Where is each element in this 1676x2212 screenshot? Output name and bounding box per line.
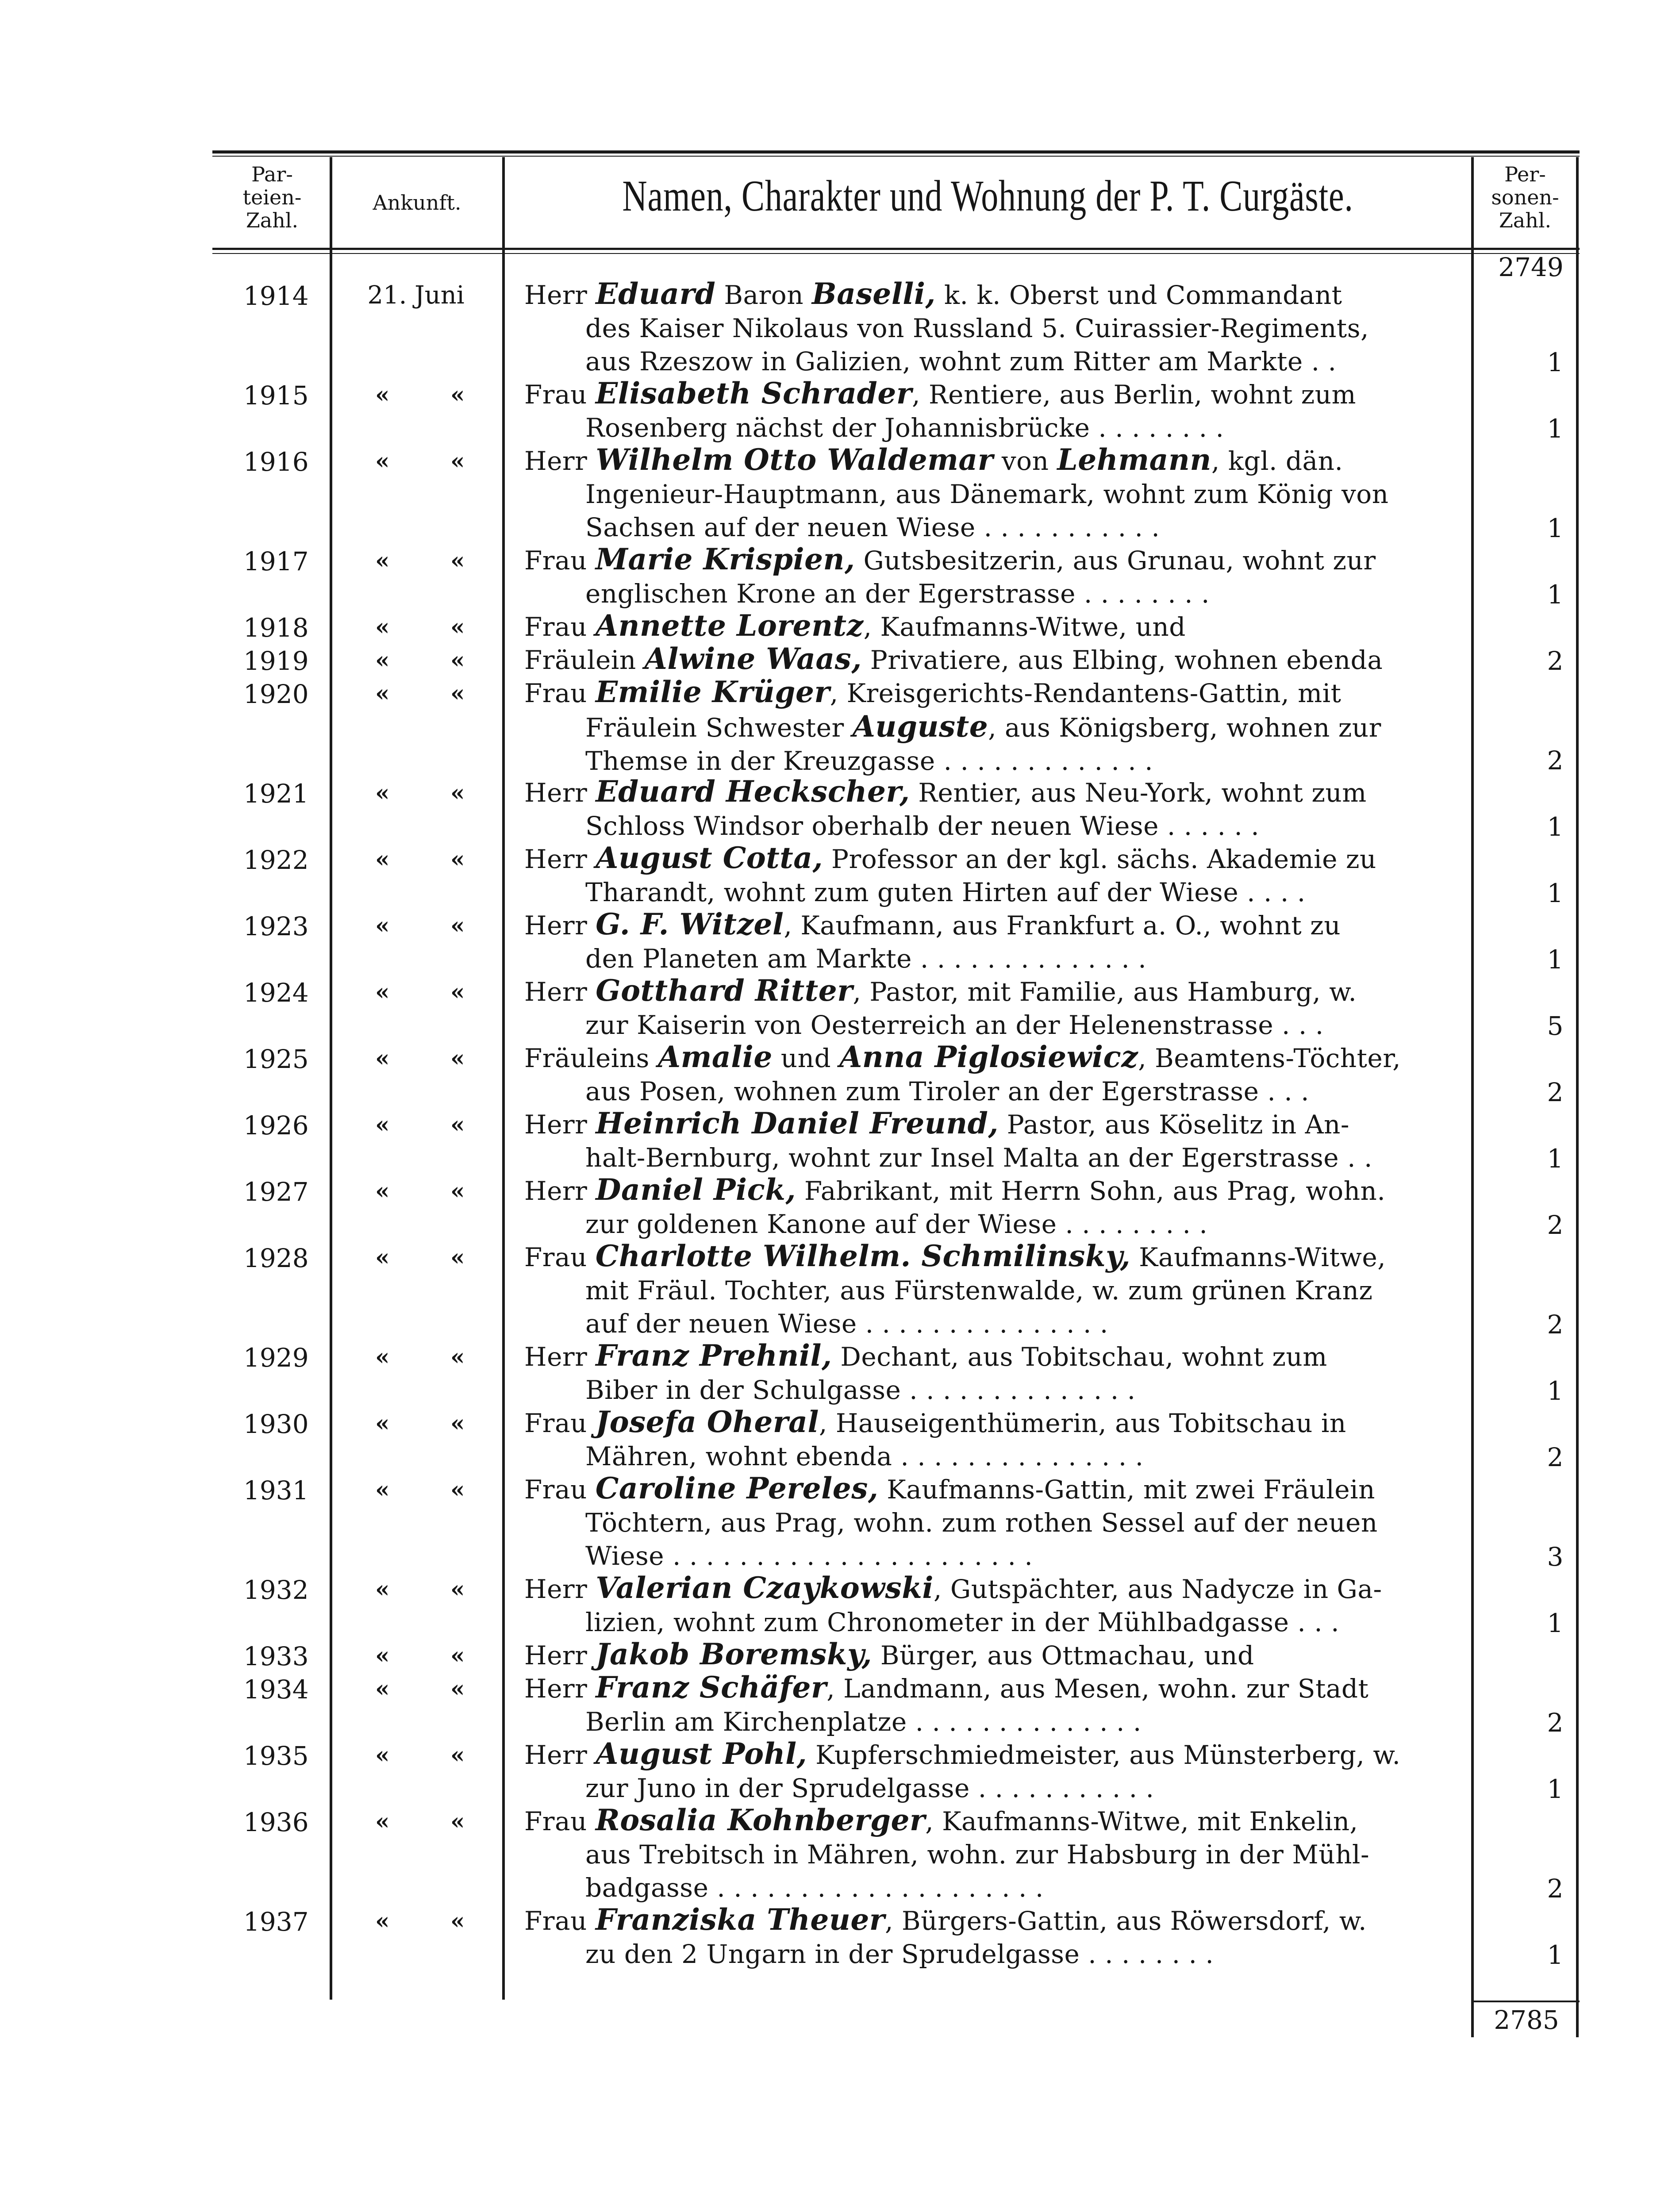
person-count: 1 <box>1547 513 1564 543</box>
ditto-mark-month: « <box>450 1742 465 1769</box>
party-number: 1928 <box>243 1243 309 1273</box>
entry-line <box>524 1472 1456 1506</box>
ditto-mark-day: « <box>375 1410 390 1437</box>
entry-text: Herr <box>524 280 596 310</box>
entry-line <box>524 974 1456 1009</box>
guest-name: Auguste <box>852 710 988 744</box>
guest-name: August Cotta, <box>596 841 823 875</box>
ditto-mark-month: « <box>450 1675 465 1702</box>
guest-entry-text <box>524 676 1456 778</box>
entry-text: zur Kaiserin von Oesterreich an der Helenenstrasse . . . <box>585 1010 1324 1040</box>
party-number: 1927 <box>243 1177 309 1207</box>
party-number: 1923 <box>243 911 309 941</box>
total-rule <box>1473 2001 1580 2002</box>
entry-text: , Kaufmann, aus Frankfurt a. O., wohnt zu <box>784 910 1341 941</box>
ditto-mark-month: « <box>450 1111 465 1138</box>
guest-name: Alwine Waas, <box>644 642 862 676</box>
entry-text: Töchtern, aus Prag, wohn. zum rothen Sessel auf der neuen <box>585 1508 1378 1538</box>
ditto-mark-day: « <box>375 1808 390 1835</box>
ditto-mark-month: « <box>450 680 465 707</box>
entry-text: Baron <box>715 280 812 310</box>
guest-entry-text <box>524 443 1456 544</box>
entry-line <box>524 876 1456 909</box>
guest-name: Heinrich Daniel Freund, <box>596 1107 999 1141</box>
guest-entry-text <box>524 1107 1456 1175</box>
entry-line <box>524 1406 1456 1440</box>
entry-text: Frau <box>524 1475 596 1505</box>
guest-entry-text <box>524 1339 1456 1407</box>
entry-text: Frau <box>524 1806 596 1836</box>
ditto-mark-month: « <box>450 448 465 475</box>
entry-line <box>524 1506 1456 1540</box>
ditto-mark-day: « <box>375 1244 390 1271</box>
top-rule <box>212 150 1580 154</box>
entry-line <box>524 478 1456 511</box>
entry-text: Herr <box>524 446 596 476</box>
entry-text: , Kreisgerichts-Rendantens-Gattin, mit <box>830 678 1342 708</box>
ditto-mark-day: « <box>375 912 390 939</box>
entry-line <box>524 642 1456 677</box>
entry-line <box>524 1274 1456 1307</box>
entry-line <box>524 377 1456 411</box>
page-title: Namen, Charakter und Wohnung der P. T. Curgäste. <box>622 171 1353 220</box>
entry-line <box>524 1737 1456 1772</box>
entry-line <box>524 277 1456 312</box>
ditto-mark-month: « <box>450 1908 465 1935</box>
entry-line <box>524 1208 1456 1241</box>
person-count: 2 <box>1547 1210 1564 1240</box>
ditto-mark-month: « <box>450 1410 465 1437</box>
entry-line <box>524 1374 1456 1407</box>
guest-name: Emilie Krüger <box>595 676 830 709</box>
guest-entry-text <box>524 1240 1456 1340</box>
guest-entry-text <box>524 1903 1456 1971</box>
header-ankunft: Ankunft. <box>373 191 461 215</box>
guest-entry-text <box>524 1671 1456 1739</box>
entry-text: Herr <box>524 1640 596 1671</box>
entry-line <box>524 1307 1456 1340</box>
ditto-mark-day: « <box>375 780 390 806</box>
entry-line <box>524 1173 1456 1208</box>
ditto-mark-month: « <box>450 979 465 1006</box>
entry-line <box>524 1141 1456 1175</box>
ditto-mark-day: « <box>375 680 390 707</box>
guest-entry-text <box>524 1173 1456 1241</box>
guest-name: Franziska Theuer <box>595 1903 885 1937</box>
carry-in-count: 2749 <box>1498 252 1564 282</box>
person-count: 3 <box>1547 1542 1564 1572</box>
guest-name: Eduard <box>596 277 716 311</box>
entry-text: , kgl. dän. <box>1211 446 1343 476</box>
entry-text: auf der neuen Wiese . . . . . . . . . . . . . . . <box>585 1309 1108 1339</box>
guest-name: Jakob Boremsky, <box>596 1638 872 1671</box>
person-count: 1 <box>1547 580 1564 610</box>
entry-text: Fräulein Schwester <box>585 713 853 743</box>
person-count: 1 <box>1547 812 1564 842</box>
party-number: 1924 <box>243 978 309 1008</box>
top-rule-thin <box>212 156 1580 157</box>
entry-line <box>524 1107 1456 1141</box>
ditto-mark-day: « <box>375 979 390 1006</box>
entry-text: , Kaufmanns-Witwe, und <box>863 612 1186 642</box>
ditto-mark-day: « <box>375 381 390 408</box>
ditto-mark-month: « <box>450 1476 465 1503</box>
party-number: 1926 <box>243 1110 309 1141</box>
person-count: 2 <box>1547 1310 1564 1340</box>
ditto-mark-day: « <box>375 547 390 574</box>
ditto-mark-month: « <box>450 1576 465 1603</box>
divider-date <box>502 157 505 2000</box>
entry-text: , Rentiere, aus Berlin, wohnt zum <box>912 380 1356 410</box>
guest-name: G. F. Witzel <box>596 908 784 941</box>
guest-entry-text <box>524 908 1456 975</box>
guest-entry-text <box>524 609 1456 644</box>
guest-entry-text <box>524 974 1456 1042</box>
ditto-mark-day: « <box>375 614 390 641</box>
guest-name: August Pohl, <box>596 1737 807 1771</box>
party-number: 1920 <box>243 679 309 709</box>
entry-line <box>524 511 1456 544</box>
party-number: 1936 <box>243 1807 309 1837</box>
entry-line <box>524 1240 1456 1274</box>
entry-text: Dechant, aus Tobitschau, wohnt zum <box>832 1342 1327 1372</box>
entry-text: , Hauseigenthümerin, aus Tobitschau in <box>819 1408 1346 1438</box>
guest-name: Franz Schäfer <box>596 1671 827 1705</box>
header-bottom-rule-thin <box>212 253 1580 254</box>
person-count: 1 <box>1547 1376 1564 1406</box>
entry-text: Professor an der kgl. sächs. Akademie zu <box>823 844 1376 874</box>
entry-text: englischen Krone an der Egerstrasse . . . . . . . . <box>585 579 1210 609</box>
guest-entry-text <box>524 1041 1456 1108</box>
ditto-mark-day: « <box>375 1111 390 1138</box>
header-personen: Per- sonen- Zahl. <box>1491 162 1559 232</box>
entry-text: Herr <box>524 1110 596 1140</box>
guest-entry-text <box>524 1737 1456 1805</box>
guest-name: Franz Prehnil, <box>596 1339 832 1373</box>
header-bottom-rule <box>212 248 1580 250</box>
person-count: 1 <box>1547 1774 1564 1804</box>
guest-name: Valerian Czaykowski <box>596 1571 934 1605</box>
person-count: 2 <box>1547 1708 1564 1738</box>
entry-line <box>524 1705 1456 1739</box>
entry-text: Frau <box>524 1408 596 1438</box>
entry-line <box>524 543 1456 577</box>
entry-line <box>524 1339 1456 1374</box>
entry-text: Fabrikant, mit Herrn Sohn, aus Prag, wohn. <box>796 1176 1386 1206</box>
guest-name: Amalie <box>657 1041 773 1074</box>
entry-text: Herr <box>524 844 596 874</box>
entry-line <box>524 1041 1456 1075</box>
party-number: 1922 <box>243 845 309 875</box>
guest-name: Annette Lorentz <box>595 609 864 643</box>
entry-line <box>524 1571 1456 1606</box>
ditto-mark-month: « <box>450 1344 465 1371</box>
party-number: 1930 <box>243 1409 309 1439</box>
guest-name: Marie Krispien, <box>595 543 855 576</box>
entry-text: k. k. Oberst und Commandant <box>935 280 1342 310</box>
party-number: 1914 <box>243 281 309 311</box>
entry-text: Gutsbesitzerin, aus Grunau, wohnt zur <box>855 545 1376 576</box>
header-parteien: Par- teien- Zahl. <box>242 162 302 232</box>
guest-name: Josefa Oheral <box>595 1406 819 1439</box>
entry-text: , Kaufmanns-Witwe, mit Enkelin, <box>925 1806 1358 1836</box>
ditto-mark-month: « <box>450 912 465 939</box>
page-total: 2785 <box>1494 2005 1559 2035</box>
entry-line <box>524 1903 1456 1938</box>
entry-text: Herr <box>524 1740 596 1770</box>
ditto-mark-month: « <box>450 1642 465 1669</box>
person-count: 2 <box>1547 745 1564 776</box>
ditto-mark-month: « <box>450 381 465 408</box>
person-count: 1 <box>1547 878 1564 908</box>
guest-name: Eduard Heckscher, <box>596 775 910 809</box>
party-number: 1932 <box>243 1575 309 1605</box>
ditto-mark-day: « <box>375 647 390 674</box>
entry-line <box>524 443 1456 478</box>
divider-text <box>1471 157 1474 2037</box>
entry-text: lizien, wohnt zum Chronometer in der Mühlbadgasse . . . <box>585 1607 1340 1637</box>
ditto-mark-day: « <box>375 1045 390 1072</box>
entry-text: zu den 2 Ungarn in der Sprudelgasse . . . . . . . . <box>585 1939 1214 1969</box>
entry-text: zur goldenen Kanone auf der Wiese . . . . . . . . . <box>585 1209 1208 1239</box>
entry-text: Frau <box>524 678 596 708</box>
entry-line <box>524 710 1456 745</box>
guest-name: Gotthard Ritter <box>596 974 853 1008</box>
entry-text: Ingenieur-Hauptmann, aus Dänemark, wohnt zum König von <box>585 479 1389 509</box>
entry-text: , Pastor, mit Familie, aus Hamburg, w. <box>853 977 1357 1007</box>
entry-line <box>524 908 1456 942</box>
entry-text: , Landmann, aus Mesen, wohn. zur Stadt <box>826 1674 1369 1704</box>
ditto-mark-month: « <box>450 846 465 873</box>
entry-text: Herr <box>524 1574 596 1604</box>
guest-name: Lehmann <box>1057 443 1211 477</box>
entry-line <box>524 1938 1456 1971</box>
ditto-mark-month: « <box>450 1045 465 1072</box>
guest-name: Daniel Pick, <box>596 1173 796 1207</box>
ditto-mark-day: « <box>375 1908 390 1935</box>
entry-text: Bürger, aus Ottmachau, und <box>872 1640 1254 1671</box>
guest-name: Rosalia Kohnberger <box>595 1804 926 1837</box>
entry-line <box>524 411 1456 445</box>
entry-line <box>524 1838 1456 1871</box>
entry-line <box>524 841 1456 876</box>
entry-text: des Kaiser Nikolaus von Russland 5. Cuirassier-Regiments, <box>585 313 1369 343</box>
guest-entry-text <box>524 377 1456 445</box>
entry-text: Schloss Windsor oberhalb der neuen Wiese . . . . . . <box>585 811 1260 841</box>
entry-text: Herr <box>524 1176 596 1206</box>
ditto-mark-day: « <box>375 846 390 873</box>
guest-name: Elisabeth Schrader <box>595 377 912 411</box>
entry-text: Fräuleins <box>524 1043 658 1073</box>
ditto-mark-month: « <box>450 647 465 674</box>
entry-text: Tharandt, wohnt zum guten Hirten auf der Wiese . . . . <box>585 877 1306 907</box>
entry-text: mit Fräul. Tochter, aus Fürstenwalde, w. zum grünen Kranz <box>585 1275 1373 1306</box>
divider-num <box>330 157 332 2000</box>
entry-text: , Bürgers-Gattin, aus Röwersdorf, w. <box>885 1906 1367 1936</box>
ditto-mark-month: « <box>450 1808 465 1835</box>
entry-text: den Planeten am Markte . . . . . . . . . . . . . . <box>585 944 1147 974</box>
person-count: 1 <box>1547 414 1564 444</box>
person-count: 5 <box>1547 1011 1564 1041</box>
person-count: 1 <box>1547 1940 1564 1970</box>
entry-text: Herr <box>524 778 596 808</box>
entry-text: aus Trebitsch in Mähren, wohn. zur Habsburg in der Mühl- <box>585 1839 1370 1870</box>
guest-entry-text <box>524 841 1456 909</box>
entry-text: halt-Bernburg, wohnt zur Insel Malta an der Egerstrasse . . <box>585 1143 1372 1173</box>
entry-text: und <box>772 1043 840 1073</box>
entry-text: badgasse . . . . . . . . . . . . . . . . . . . . <box>585 1873 1044 1903</box>
entry-text: Frau <box>524 1242 596 1272</box>
entry-line <box>524 775 1456 810</box>
party-number: 1918 <box>243 613 309 643</box>
person-count: 1 <box>1547 1144 1564 1174</box>
entry-text: von <box>993 446 1057 476</box>
entry-line <box>524 745 1456 778</box>
ditto-mark-day: « <box>375 1742 390 1769</box>
entry-text: Herr <box>524 977 596 1007</box>
guest-entry-text <box>524 1406 1456 1473</box>
person-count: 2 <box>1547 1874 1564 1904</box>
entry-line <box>524 810 1456 843</box>
entry-line <box>524 1638 1456 1672</box>
party-number: 1916 <box>243 447 309 477</box>
entry-text: Rosenberg nächst der Johannisbrücke . . . . . . . . <box>585 413 1224 443</box>
guest-entry-text <box>524 277 1456 378</box>
party-number: 1921 <box>243 779 309 809</box>
entry-text: Frau <box>524 612 596 642</box>
entry-text: , Gutspächter, aus Nadycze in Ga- <box>934 1574 1382 1604</box>
party-number: 1935 <box>243 1741 309 1771</box>
party-number: 1919 <box>243 646 309 676</box>
person-count: 1 <box>1547 945 1564 975</box>
entry-text: Fräulein <box>524 645 645 675</box>
party-number: 1931 <box>243 1475 309 1505</box>
entry-text: Kaufmanns-Gattin, mit zwei Fräulein <box>878 1475 1375 1505</box>
person-count: 1 <box>1547 347 1564 377</box>
entry-line <box>524 1540 1456 1573</box>
ditto-mark-day: « <box>375 1642 390 1669</box>
entry-text: , Beamtens-Töchter, <box>1138 1043 1401 1073</box>
entry-text: Kaufmanns-Witwe, <box>1130 1242 1386 1272</box>
guest-entry-text <box>524 1638 1456 1672</box>
entry-line <box>524 676 1456 710</box>
entry-text: Berlin am Kirchenplatze . . . . . . . . . . . . . . <box>585 1707 1142 1737</box>
entry-text: Themse in der Kreuzgasse . . . . . . . . . . . . . <box>585 746 1153 776</box>
guest-entry-text <box>524 775 1456 843</box>
entry-text: Frau <box>524 1906 596 1936</box>
entry-line <box>524 1671 1456 1705</box>
entry-text: Rentier, aus Neu-York, wohnt zum <box>910 778 1367 808</box>
person-count: 2 <box>1547 646 1564 676</box>
entry-line <box>524 312 1456 345</box>
entry-line <box>524 1804 1456 1838</box>
ditto-mark-day: « <box>375 1344 390 1371</box>
party-number: 1937 <box>243 1907 309 1937</box>
entry-text: Kupferschmiedmeister, aus Münsterberg, w. <box>807 1740 1401 1770</box>
entry-line <box>524 1075 1456 1108</box>
person-count: 2 <box>1547 1077 1564 1107</box>
entry-text: Pastor, aus Köselitz in An- <box>998 1110 1350 1140</box>
entry-text: Privatiere, aus Elbing, wohnen ebenda <box>861 645 1383 675</box>
ditto-mark-day: « <box>375 1576 390 1603</box>
divider-right <box>1576 157 1579 2037</box>
entry-text: Wiese . . . . . . . . . . . . . . . . . . . . . . <box>585 1541 1033 1571</box>
ditto-mark-day: « <box>375 448 390 475</box>
entry-text: aus Posen, wohnen zum Tiroler an der Egerstrasse . . . <box>585 1076 1310 1106</box>
entry-line <box>524 1440 1456 1473</box>
ditto-mark-day: « <box>375 1178 390 1205</box>
entry-text: Biber in der Schulgasse . . . . . . . . . . . . . . <box>585 1375 1136 1405</box>
entry-text: Frau <box>524 380 596 410</box>
entry-line <box>524 942 1456 975</box>
guest-entry-text <box>524 1571 1456 1639</box>
entry-text: Sachsen auf der neuen Wiese . . . . . . . . . . . <box>585 512 1160 542</box>
guest-name: Wilhelm Otto Waldemar <box>596 443 993 477</box>
party-number: 1915 <box>243 380 309 411</box>
ditto-mark-month: « <box>450 547 465 574</box>
guest-entry-text <box>524 642 1456 677</box>
entry-line <box>524 1606 1456 1639</box>
arrival-date: 21. Juni <box>367 281 465 310</box>
entry-text: Herr <box>524 1342 596 1372</box>
guest-name: Anna Piglosiewicz <box>839 1041 1138 1074</box>
guest-entry-text <box>524 1804 1456 1905</box>
party-number: 1933 <box>243 1641 309 1671</box>
entry-line <box>524 345 1456 378</box>
ditto-mark-month: « <box>450 614 465 641</box>
entry-text: zur Juno in der Sprudelgasse . . . . . . . . . . . <box>585 1773 1154 1803</box>
entry-text: Herr <box>524 910 596 941</box>
entry-line <box>524 609 1456 644</box>
entry-text: Herr <box>524 1674 596 1704</box>
entry-line <box>524 577 1456 611</box>
guest-entry-text <box>524 543 1456 611</box>
party-number: 1925 <box>243 1044 309 1074</box>
entry-line <box>524 1871 1456 1905</box>
entry-text: aus Rzeszow in Galizien, wohnt zum Ritter am Markte . . <box>585 346 1337 376</box>
ditto-mark-day: « <box>375 1675 390 1702</box>
entry-text: Frau <box>524 545 596 576</box>
entry-text: , aus Königsberg, wohnen zur <box>988 713 1381 743</box>
ditto-mark-day: « <box>375 1476 390 1503</box>
person-count: 1 <box>1547 1608 1564 1638</box>
guest-entry-text <box>524 1472 1456 1573</box>
party-number: 1934 <box>243 1674 309 1705</box>
guest-name: Baselli, <box>812 277 936 311</box>
ditto-mark-month: « <box>450 1244 465 1271</box>
ditto-mark-month: « <box>450 1178 465 1205</box>
guest-name: Charlotte Wilhelm. Schmilinsky, <box>595 1240 1131 1273</box>
entry-text: Mähren, wohnt ebenda . . . . . . . . . . . . . . . <box>585 1441 1144 1471</box>
party-number: 1917 <box>243 546 309 576</box>
party-number: 1929 <box>243 1343 309 1373</box>
entry-line <box>524 1009 1456 1042</box>
guest-name: Caroline Pereles, <box>595 1472 879 1505</box>
person-count: 2 <box>1547 1442 1564 1472</box>
ditto-mark-month: « <box>450 780 465 806</box>
entry-line <box>524 1772 1456 1805</box>
